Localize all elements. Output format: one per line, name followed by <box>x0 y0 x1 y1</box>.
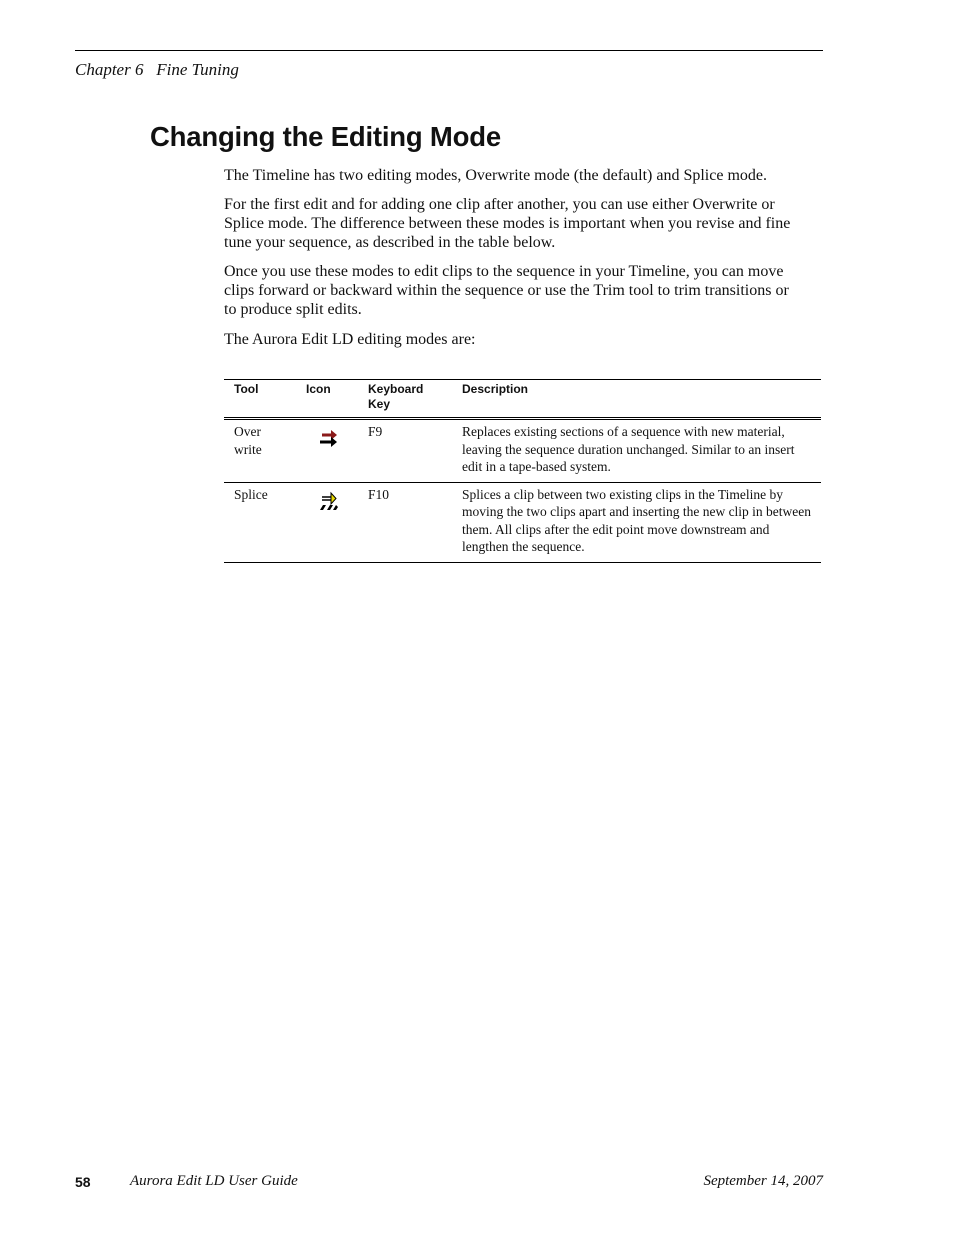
overwrite-arrow-icon <box>318 428 340 448</box>
tool-cell-overwrite <box>224 419 296 483</box>
header-keyboard-key <box>358 380 452 419</box>
key-cell-splice: F10 <box>368 486 390 502</box>
header-tool: Tool <box>234 382 259 396</box>
header-rule <box>75 50 823 51</box>
footer-date: September 14, 2007 <box>703 1173 823 1189</box>
tool-name-splice: Splice <box>234 486 268 502</box>
icon-cell-overwrite <box>296 419 358 483</box>
key-cell-overwrite: F9 <box>368 424 383 439</box>
icon-cell-splice <box>296 482 358 562</box>
intro-paragraph: The Timeline has two editing modes, Overwrite mode (the default) and Splice mode. <box>224 167 767 184</box>
running-header: Chapter 6 Fine Tuning <box>75 60 239 79</box>
header-keyboard-key-text: Keyboard Key <box>368 382 424 411</box>
footer-guide-title: Aurora Edit LD User Guide <box>130 1173 298 1189</box>
header-description: Description <box>462 382 529 396</box>
page-number: 58 <box>75 1174 91 1190</box>
description-cell-overwrite: Replaces existing sections of a sequence with new material, leaving the sequence duration unchanged. Similar to an insert edit in a tape-based system. <box>462 424 795 474</box>
tool-cell-splice <box>224 482 296 562</box>
header-icon: Icon <box>306 382 331 396</box>
modes-paragraph: For the first edit and for adding one clip after another, you can use either Overwrite or Splice mode. The difference between these modes is important when you revise and fine tune your sequence, as described in the table below. <box>224 196 791 251</box>
tool-name-overwrite: Over write <box>234 424 262 457</box>
editing-modes-table <box>224 379 821 563</box>
splice-arrow-icon <box>318 491 340 511</box>
description-cell-splice: Splices a clip between two existing clips in the Timeline by moving the two clips apart and inserting the new clip in between them. All clips after the edit point move downstream and lengthen the sequence. <box>462 486 812 554</box>
section-title: Changing the Editing Mode <box>150 121 501 152</box>
table-row-overwrite <box>224 419 821 483</box>
table-row-splice <box>224 482 821 562</box>
table-intro-paragraph: The Aurora Edit LD editing modes are: <box>224 331 476 348</box>
table-header-row <box>224 380 821 419</box>
clips-paragraph: Once you use these modes to edit clips to the sequence in your Timeline, you can move clips forward or backward within the sequence or use the Trim tool to trim transitions or to produce split edits. <box>224 263 789 318</box>
